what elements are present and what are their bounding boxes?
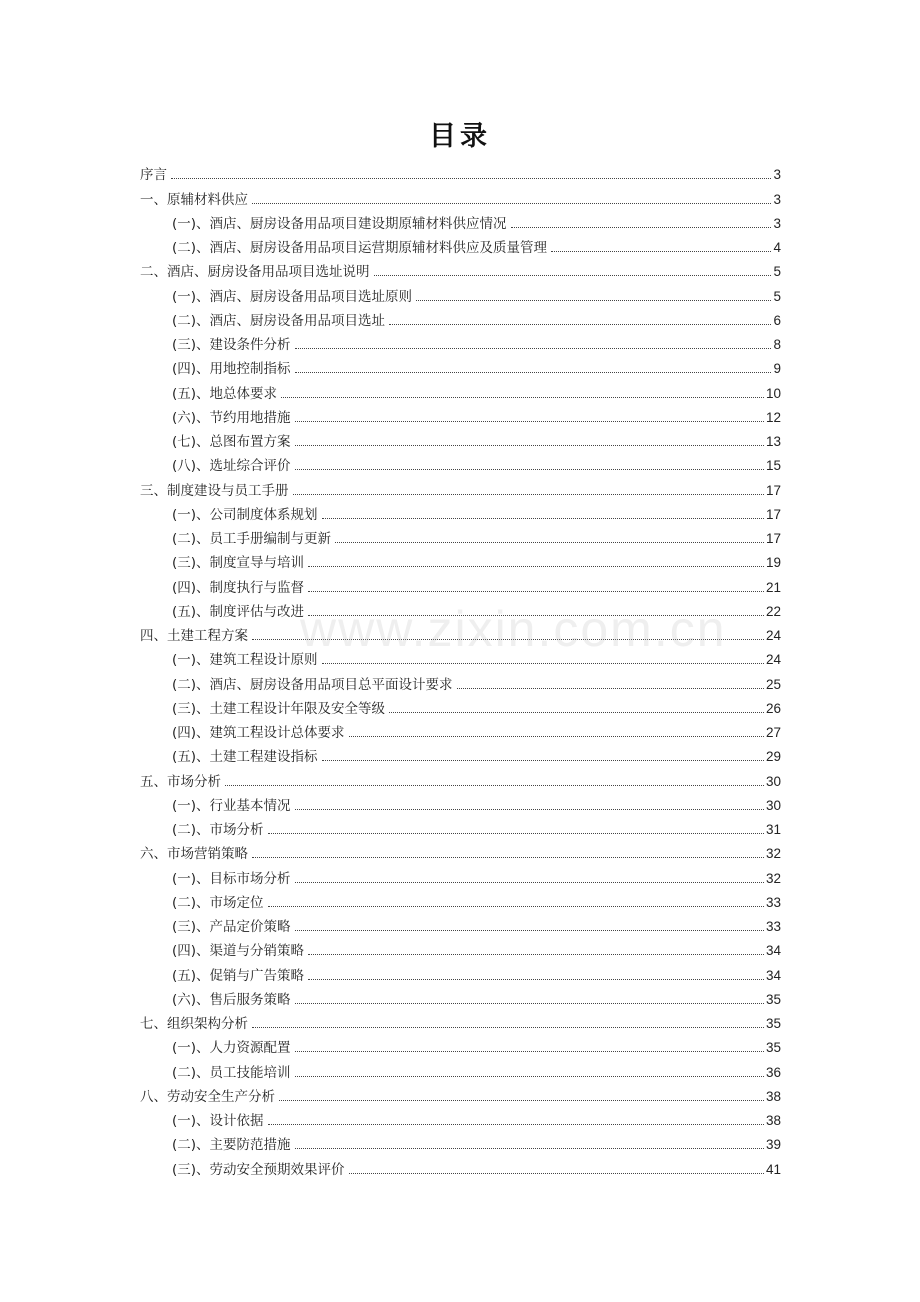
dot-leader <box>322 663 764 664</box>
dot-leader <box>295 1003 764 1004</box>
toc-page-number: 8 <box>773 337 781 352</box>
toc-subsection-entry[interactable] <box>140 1057 781 1081</box>
toc-entry-title: (七)、总图布置方案 <box>172 434 291 450</box>
toc-entry-title: 三、制度建设与员工手册 <box>140 482 289 499</box>
toc-page-number: 38 <box>765 1113 781 1128</box>
toc-page-number: 34 <box>765 967 781 983</box>
toc-page-number: 22 <box>765 603 781 619</box>
toc-entry-title: (二)、酒店、厨房设备用品项目运营期原辅材料供应及质量管理 <box>172 240 548 256</box>
toc-page-number: 9 <box>773 361 781 377</box>
dot-leader <box>416 300 771 301</box>
toc-section-entry[interactable] <box>140 621 781 645</box>
toc-subsection-entry[interactable] <box>140 354 781 378</box>
toc-section-entry[interactable] <box>140 839 781 863</box>
toc-subsection-entry[interactable] <box>140 500 781 524</box>
dot-leader <box>349 1173 764 1174</box>
toc-entry-title: 四、土建工程方案 <box>140 628 248 644</box>
dot-leader <box>252 203 771 204</box>
toc-page-number: 32 <box>765 870 781 886</box>
dot-leader <box>457 688 764 689</box>
toc-title: 目录 <box>429 121 491 152</box>
toc-page-number: 35 <box>765 1040 781 1056</box>
toc-subsection-entry[interactable] <box>140 815 781 839</box>
toc-entry-title: (五)、地总体要求 <box>172 385 278 402</box>
toc-subsection-entry[interactable] <box>140 524 781 548</box>
toc-entry-title: (四)、制度执行与监督 <box>172 579 305 596</box>
dot-leader <box>295 372 772 373</box>
toc-page-number: 5 <box>773 264 781 280</box>
dot-leader <box>252 639 764 640</box>
toc-page-number: 34 <box>765 943 781 959</box>
toc-page-number: 13 <box>765 434 781 449</box>
toc-page-number: 4 <box>773 240 781 255</box>
dot-leader <box>295 1076 764 1077</box>
toc-entry-title: (二)、员工手册编制与更新 <box>172 531 332 547</box>
dot-leader <box>268 1124 764 1125</box>
dot-leader <box>295 1051 764 1052</box>
toc-entry-title: (三)、建设条件分析 <box>172 337 291 353</box>
toc-page-number: 24 <box>765 628 781 643</box>
toc-entry-title: (六)、节约用地措施 <box>172 409 291 426</box>
toc-entry-title: (二)、市场分析 <box>172 822 264 838</box>
toc-subsection-entry[interactable] <box>140 912 781 936</box>
dot-leader <box>308 591 764 592</box>
toc-page-number: 15 <box>765 458 781 474</box>
toc-subsection-entry[interactable] <box>140 597 781 621</box>
toc-entry-title: 七、组织架构分析 <box>140 1016 248 1032</box>
toc-subsection-entry[interactable] <box>140 427 781 451</box>
toc-page-number: 3 <box>773 167 781 183</box>
dot-leader <box>335 542 764 543</box>
toc-section-entry[interactable] <box>140 766 781 790</box>
toc-subsection-entry[interactable] <box>140 863 781 887</box>
dot-leader <box>322 760 764 761</box>
dot-leader <box>511 227 772 228</box>
toc-entry-title: (五)、制度评估与改进 <box>172 603 305 620</box>
toc-entry-title: (一)、设计依据 <box>172 1113 264 1129</box>
toc-page-number: 17 <box>765 531 781 546</box>
toc-entry-title: (一)、人力资源配置 <box>172 1040 291 1057</box>
toc-page-number: 3 <box>773 191 781 207</box>
toc-entry-title: (四)、用地控制指标 <box>172 361 291 378</box>
toc-section-entry[interactable] <box>140 257 781 281</box>
toc-page-number: 31 <box>765 822 781 837</box>
dot-leader <box>295 1148 764 1149</box>
toc-subsection-entry[interactable] <box>140 1130 781 1154</box>
dot-leader <box>225 785 764 786</box>
toc-section-entry[interactable] <box>140 475 781 499</box>
toc-entry-title: (二)、酒店、厨房设备用品项目总平面设计要求 <box>172 676 453 693</box>
toc-entry-title: 六、市场营销策略 <box>140 846 248 863</box>
toc-section-entry[interactable] <box>140 160 781 184</box>
toc-subsection-entry[interactable] <box>140 936 781 960</box>
dot-leader <box>308 566 764 567</box>
toc-page-number: 41 <box>765 1161 781 1177</box>
toc-page-number: 32 <box>765 846 781 862</box>
toc-entry-title: (二)、市场定位 <box>172 894 264 911</box>
dot-leader <box>322 518 764 519</box>
watermark: www.zixin.com.cn <box>300 601 727 657</box>
table-of-contents <box>140 160 781 1179</box>
toc-entry-title: 五、市场分析 <box>140 773 221 790</box>
dot-leader <box>295 348 772 349</box>
toc-entry-title: 序言 <box>140 167 167 184</box>
toc-entry-title: (一)、公司制度体系规划 <box>172 506 318 523</box>
toc-subsection-entry[interactable] <box>140 451 781 475</box>
dot-leader <box>268 906 764 907</box>
dot-leader <box>374 275 772 276</box>
toc-entry-title: (四)、建筑工程设计总体要求 <box>172 725 345 741</box>
toc-subsection-entry[interactable] <box>140 791 781 815</box>
toc-subsection-entry[interactable] <box>140 718 781 742</box>
toc-subsection-entry[interactable] <box>140 1033 781 1057</box>
dot-leader <box>295 930 764 931</box>
toc-subsection-entry[interactable] <box>140 281 781 305</box>
toc-entry-title: (三)、劳动安全预期效果评价 <box>172 1161 345 1178</box>
toc-entry-title: (五)、促销与广告策略 <box>172 967 305 984</box>
dot-leader <box>308 615 764 616</box>
toc-subsection-entry[interactable] <box>140 233 781 257</box>
toc-subsection-entry[interactable] <box>140 572 781 596</box>
dot-leader <box>295 882 764 883</box>
toc-subsection-entry[interactable] <box>140 1106 781 1130</box>
dot-leader <box>389 712 764 713</box>
dot-leader <box>308 979 764 980</box>
toc-entry-title: (五)、土建工程建设指标 <box>172 749 318 766</box>
toc-page-number: 12 <box>765 409 781 425</box>
toc-page-number: 30 <box>765 773 781 789</box>
dot-leader <box>308 954 764 955</box>
toc-page-number: 3 <box>773 215 781 231</box>
dot-leader <box>171 178 771 179</box>
toc-section-entry[interactable] <box>140 1082 781 1106</box>
toc-subsection-entry[interactable] <box>140 403 781 427</box>
toc-subsection-entry[interactable] <box>140 548 781 572</box>
toc-subsection-entry[interactable] <box>140 985 781 1009</box>
toc-subsection-entry[interactable] <box>140 960 781 984</box>
toc-entry-title: (二)、员工技能培训 <box>172 1064 291 1081</box>
toc-entry-title: (二)、主要防范措施 <box>172 1137 291 1154</box>
dot-leader <box>252 857 764 858</box>
dot-leader <box>252 1027 764 1028</box>
toc-page-number: 33 <box>765 894 781 910</box>
dot-leader <box>279 1100 764 1101</box>
toc-subsection-entry[interactable] <box>140 669 781 693</box>
toc-page-number: 38 <box>765 1088 781 1104</box>
toc-entry-title: (一)、目标市场分析 <box>172 870 291 887</box>
toc-entry-title: (六)、售后服务策略 <box>172 991 291 1008</box>
toc-page-number: 36 <box>765 1064 781 1080</box>
toc-subsection-entry[interactable] <box>140 694 781 718</box>
toc-subsection-entry[interactable] <box>140 645 781 669</box>
toc-entry-title: (三)、产品定价策略 <box>172 919 291 935</box>
toc-entry-title: 八、劳动安全生产分析 <box>140 1088 275 1105</box>
toc-entry-title: 一、原辅材料供应 <box>140 191 248 208</box>
toc-section-entry[interactable] <box>140 1009 781 1033</box>
toc-page-number: 19 <box>765 555 781 571</box>
toc-subsection-entry[interactable] <box>140 209 781 233</box>
toc-page-number: 27 <box>765 725 781 740</box>
toc-entry-title: (一)、酒店、厨房设备用品项目选址原则 <box>172 288 413 305</box>
dot-leader <box>295 421 764 422</box>
toc-entry-title: (一)、建筑工程设计原则 <box>172 652 318 669</box>
toc-page-number: 24 <box>765 652 781 668</box>
toc-entry-title: 二、酒店、厨房设备用品项目选址说明 <box>140 264 370 281</box>
toc-page-number: 35 <box>765 991 781 1007</box>
toc-subsection-entry[interactable] <box>140 742 781 766</box>
dot-leader <box>295 469 764 470</box>
toc-page-number: 21 <box>765 579 781 595</box>
toc-page-number: 30 <box>765 797 781 813</box>
toc-page-number: 25 <box>765 676 781 692</box>
dot-leader <box>295 809 764 810</box>
toc-subsection-entry[interactable] <box>140 378 781 402</box>
toc-entry-title: (二)、酒店、厨房设备用品项目选址 <box>172 312 386 329</box>
toc-entry-title: (一)、行业基本情况 <box>172 797 291 814</box>
toc-subsection-entry[interactable] <box>140 888 781 912</box>
toc-entry-title: (三)、土建工程设计年限及安全等级 <box>172 700 386 717</box>
toc-page-number: 10 <box>765 385 781 401</box>
dot-leader <box>293 494 764 495</box>
toc-page-number: 35 <box>765 1016 781 1031</box>
toc-subsection-entry[interactable] <box>140 306 781 330</box>
dot-leader <box>389 324 771 325</box>
toc-page-number: 26 <box>765 700 781 716</box>
dot-leader <box>268 833 764 834</box>
toc-page-number: 17 <box>765 506 781 522</box>
toc-subsection-entry[interactable] <box>140 330 781 354</box>
dot-leader <box>295 445 764 446</box>
toc-entry-title: (八)、选址综合评价 <box>172 458 291 475</box>
toc-subsection-entry[interactable] <box>140 1154 781 1178</box>
dot-leader <box>551 251 771 252</box>
dot-leader <box>349 736 764 737</box>
toc-entry-title: (四)、渠道与分销策略 <box>172 943 305 960</box>
toc-section-entry[interactable] <box>140 184 781 208</box>
toc-page-number: 17 <box>765 482 781 498</box>
toc-entry-title: (三)、制度宣导与培训 <box>172 555 305 572</box>
toc-page-number: 33 <box>765 919 781 934</box>
toc-page-number: 29 <box>765 749 781 765</box>
dot-leader <box>281 397 764 398</box>
toc-page-number: 5 <box>773 288 781 304</box>
toc-entry-title: (一)、酒店、厨房设备用品项目建设期原辅材料供应情况 <box>172 215 507 232</box>
toc-page-number: 6 <box>773 312 781 328</box>
toc-page-number: 39 <box>765 1137 781 1153</box>
